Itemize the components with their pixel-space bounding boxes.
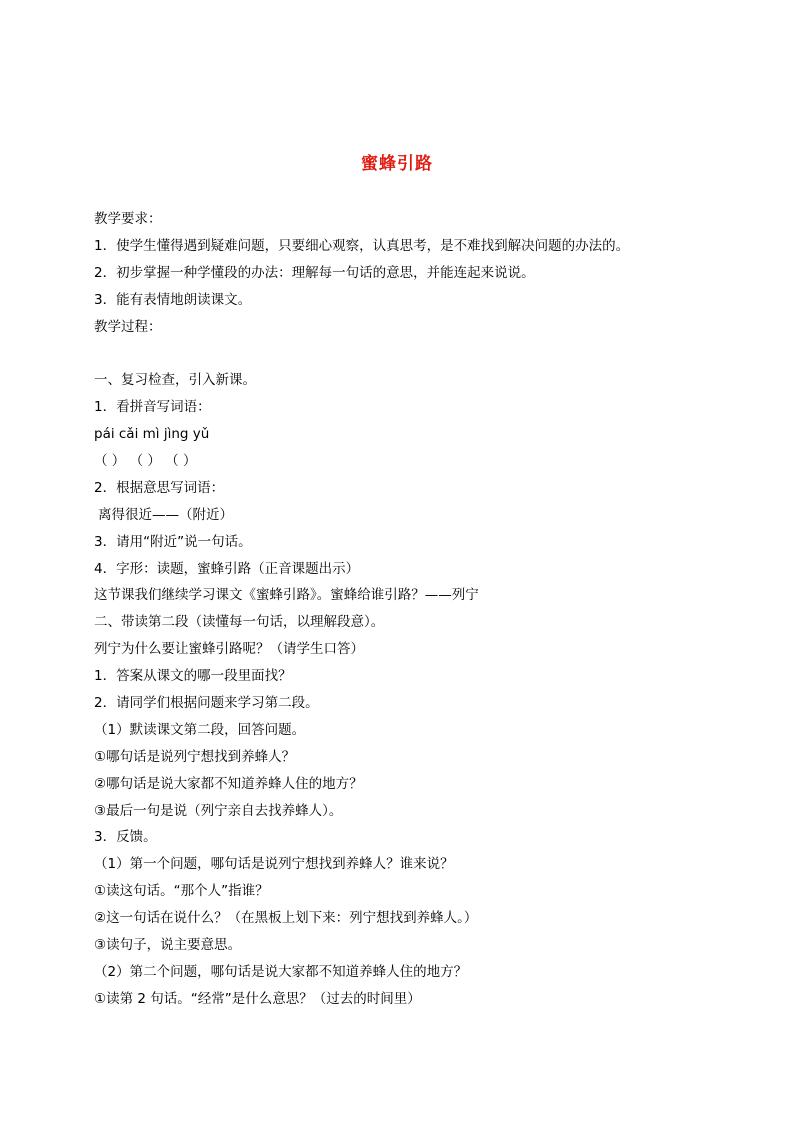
- text-line: （1）第一个问题，哪句话是说列宁想找到养蜂人？谁来说？: [94, 856, 454, 873]
- text-line: （1）默读课文第二段，回答问题。: [94, 721, 306, 738]
- part-heading: 二、带读第二段（读懂每一句话，以理解段意）。: [94, 614, 385, 631]
- text-line: 列宁为什么要让蜜蜂引路呢？（请学生口答）: [94, 641, 364, 658]
- text-line: ②哪句话是说大家都不知道养蜂人住的地方？: [94, 775, 363, 792]
- text-line: 这节课我们继续学习课文《蜜蜂引路》。蜜蜂给谁引路？——列宁: [94, 587, 479, 604]
- part-heading: 一、复习检查，引入新课。: [94, 372, 256, 389]
- text-line: 2．请同学们根据问题来学习第二段。: [94, 695, 319, 712]
- text-line: 1．看拼音写词语：: [94, 399, 211, 416]
- text-line: ③读句子，说主要意思。: [94, 937, 242, 954]
- text-line: ②这一句话在说什么？（在黑板上划下来：列宁想找到养蜂人。）: [94, 910, 478, 927]
- text-line: 1．答案从课文的哪一段里面找？: [94, 668, 292, 685]
- requirement-item: 1．使学生懂得遇到疑难问题，只要细心观察，认真思考，是不难找到解决问题的办法的。: [94, 237, 630, 254]
- document-body: [94, 206, 714, 1013]
- text-line: 离得很近——（附近）: [98, 506, 233, 523]
- text-line: （2）第二个问题，哪句话是说大家都不知道养蜂人住的地方？: [94, 963, 468, 980]
- section-heading-process: 教学过程：: [94, 318, 162, 335]
- requirement-item: 2．初步掌握一种学懂段的办法：理解每一句话的意思，并能连起来说说。: [94, 264, 535, 281]
- document-title: 蜜蜂引路: [361, 154, 433, 174]
- text-line: ①读第 2 句话。“经常”是什么意思？（过去的时间里）: [94, 990, 421, 1007]
- text-line: 2．根据意思写词语：: [94, 479, 225, 496]
- text-line: ③最后一句是说（列宁亲自去找养蜂人）。: [94, 802, 343, 819]
- text-line: ①哪句话是说列宁想找到养蜂人？: [94, 748, 296, 765]
- blank-line: [94, 340, 714, 367]
- text-line: 4．字形：读题，蜜蜂引路（正音课题出示）: [94, 560, 360, 577]
- text-line: ①读这句话。“那个人”指谁？: [94, 883, 269, 900]
- answer-blanks: （ ） （ ） （ ）: [94, 453, 197, 470]
- section-heading-requirements: 教学要求：: [94, 211, 162, 227]
- requirement-item: 3．能有表情地朗读课文。: [94, 291, 252, 308]
- pinyin-line: pái cǎi mì jìng yǔ: [94, 426, 210, 443]
- text-line: 3．请用“附近”说一句话。: [94, 533, 252, 550]
- text-line: 3．反馈。: [94, 829, 157, 846]
